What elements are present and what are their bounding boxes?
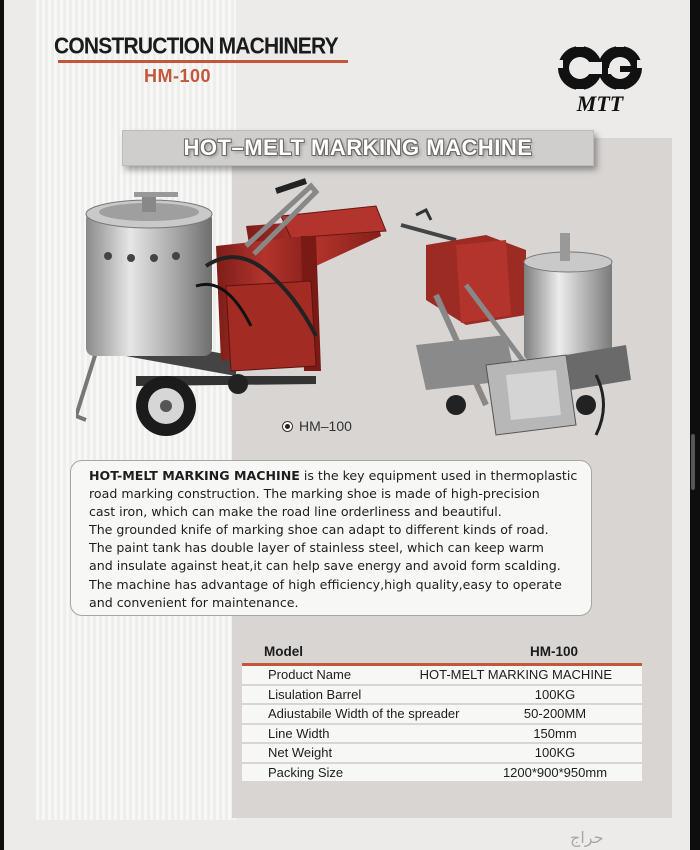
spec-value: 150mm bbox=[533, 725, 577, 741]
table-row bbox=[242, 744, 642, 764]
table-row bbox=[242, 764, 642, 784]
machine-photo-right bbox=[396, 205, 640, 450]
title-banner bbox=[122, 130, 594, 166]
description-text bbox=[89, 467, 583, 612]
brochure-page bbox=[4, 0, 690, 850]
spec-value: HOT-MELT MARKING MACHINE bbox=[419, 667, 612, 683]
logo-text: MTT bbox=[576, 91, 624, 116]
photo-caption bbox=[282, 418, 352, 434]
caption-text: HM–100 bbox=[299, 418, 352, 434]
description-lead: HOT-MELT MARKING MACHINE bbox=[89, 468, 300, 483]
machine-photo-left bbox=[76, 176, 394, 436]
model-code: HM-100 bbox=[144, 66, 212, 86]
description-line: The paint tank has double layer of stainless steel, which can keep warm bbox=[89, 540, 544, 556]
title-underline bbox=[58, 60, 348, 63]
spec-header-label: Model bbox=[264, 644, 303, 659]
spec-value: 1200*900*950mm bbox=[502, 764, 608, 780]
description-line: and insulate against heat,it can help save energy and avoid form scalding. bbox=[89, 558, 561, 574]
description-line: cast iron, which can make the road line orderliness and beautiful. bbox=[89, 504, 502, 520]
spec-table-header bbox=[242, 644, 642, 666]
spec-label: Product Name bbox=[268, 667, 352, 683]
page-title: CONSTRUCTION MACHINERY bbox=[54, 34, 338, 59]
spec-label: Line Width bbox=[268, 725, 330, 741]
description-box bbox=[70, 460, 592, 616]
spec-header-value: HM-100 bbox=[530, 644, 579, 659]
description-line: and convenient for maintenance. bbox=[89, 594, 299, 610]
description-line: The machine has advantage of high efficiency,high quality,easy to operate bbox=[89, 576, 562, 592]
spec-label: Lisulation Barrel bbox=[268, 686, 362, 702]
table-row bbox=[242, 705, 642, 725]
table-row bbox=[242, 666, 642, 686]
description-line: The grounded knife of marking shoe can adapt to different kinds of road. bbox=[89, 522, 549, 538]
table-row bbox=[242, 686, 642, 706]
mtt-logo-icon bbox=[550, 38, 650, 116]
title-banner-text: HOT–MELT MARKING MACHINE bbox=[183, 135, 533, 160]
spec-value: 50-200MM bbox=[523, 706, 587, 722]
description-line: HOT-MELT MARKING MACHINE is the key equipment used in thermoplastic bbox=[89, 468, 578, 483]
radio-bullet-icon bbox=[282, 421, 293, 432]
spec-label: Packing Size bbox=[268, 764, 344, 780]
scrollbar-thumb[interactable] bbox=[691, 434, 695, 490]
watermark: حراج bbox=[570, 828, 604, 847]
spec-label: Net Weight bbox=[268, 745, 333, 761]
description-line: road marking construction. The marking shoe is made of high-precision bbox=[89, 486, 540, 502]
spec-value: 100KG bbox=[534, 745, 576, 761]
spec-table bbox=[242, 644, 642, 783]
spec-value: 100KG bbox=[534, 686, 576, 702]
spec-label: Adiustabile Width of the spreader bbox=[268, 706, 460, 722]
table-row bbox=[242, 725, 642, 745]
